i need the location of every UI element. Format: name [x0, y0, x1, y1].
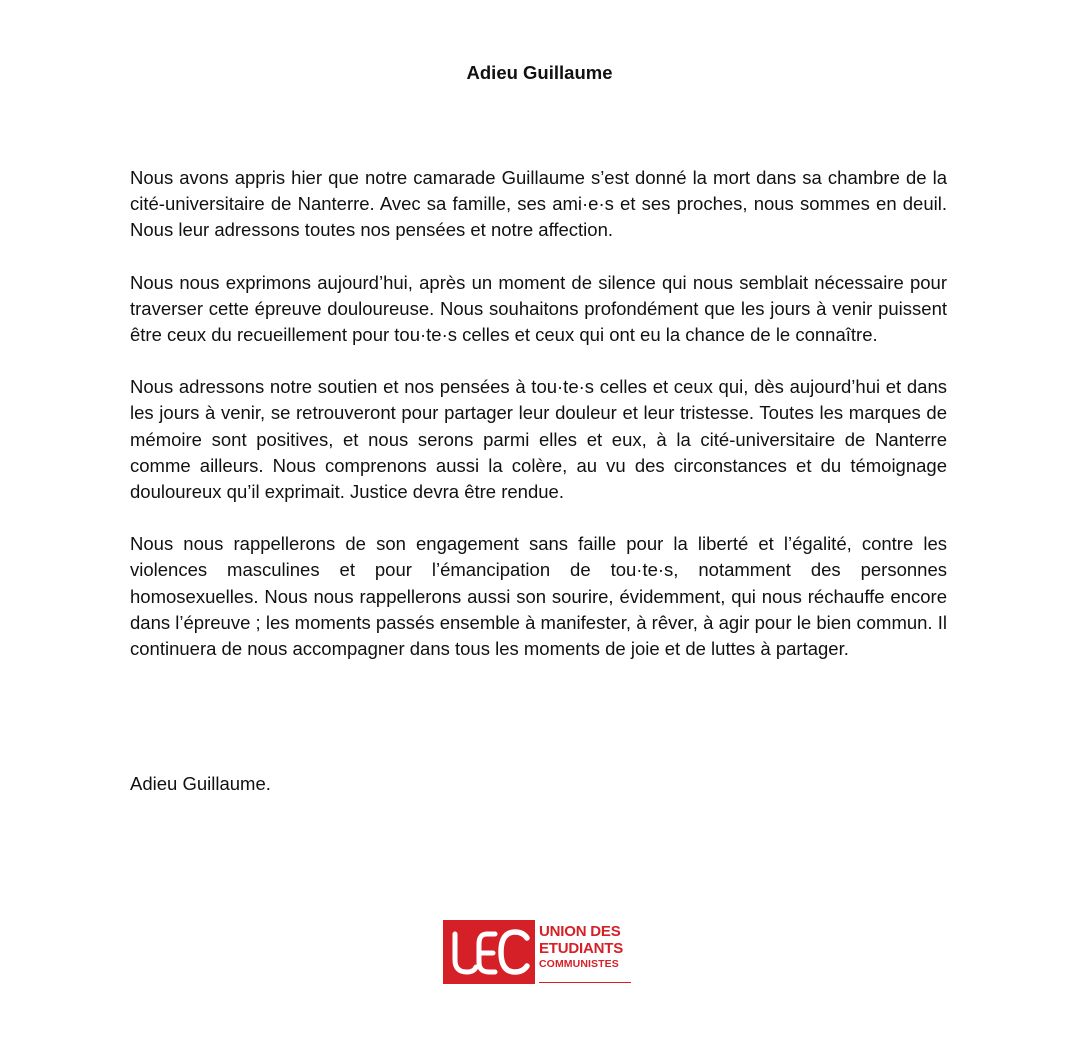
logo-line-3: COMMUNISTES: [539, 958, 619, 970]
uec-logo: [443, 920, 633, 984]
logo-line-1: UNION DES: [539, 923, 621, 940]
logo-underline: [539, 982, 631, 983]
paragraph-1: Nous avons appris hier que notre camarade Guillaume s’est donné la mort dans sa chambre de la cité-universitaire de Nanterre. Avec sa famille, ses ami·e·s et ses proches, nous sommes en deuil. Nous leur adressons toutes nos pensées et notre affection.: [130, 167, 947, 241]
paragraph-3: Nous adressons notre soutien et nos pensées à tou·te·s celles et ceux qui, dès aujourd’hui et dans les jours à venir, se retrouveront pour partager leur douleur et leur tristesse. Toutes les marques de mémoire sont positives, et nous serons parmi elles et eux, à la cité-universitaire de Nanterre comme ailleurs. Nous comprenons aussi la colère, au vu des circonstances et du témoignage douloureux qu’il exprimait. Justice devra être rendue.: [130, 376, 947, 503]
letter-body: [130, 165, 947, 688]
uec-monogram-icon: [443, 920, 535, 984]
paragraph-4: Nous nous rappellerons de son engagement sans faille pour la liberté et l’égalité, contre les violences masculines et pour l’émancipation de tou·te·s, notamment des personnes homosexuelles. Nous nous rappellerons aussi son sourire, évidemment, qui nous réchauffe encore dans l’épreuve ; les moments passés ensemble à manifester, à rêver, à agir pour le bien commun. Il continuera de nous accompagner dans tous les moments de joie et de luttes à partager.: [130, 533, 947, 660]
uec-wordmark: [539, 923, 623, 971]
document-title: Adieu Guillaume: [466, 62, 613, 83]
paragraph-2: Nous nous exprimons aujourd’hui, après un moment de silence qui nous semblait nécessaire pour traverser cette épreuve douloureuse. Nous souhaitons profondément que les jours à venir puissent être ceux du recueillement pour tou·te·s celles et ceux qui ont eu la chance de le connaître.: [130, 271, 947, 346]
signoff: Adieu Guillaume.: [130, 773, 271, 794]
logo-line-2: ETUDIANTS: [539, 940, 624, 957]
